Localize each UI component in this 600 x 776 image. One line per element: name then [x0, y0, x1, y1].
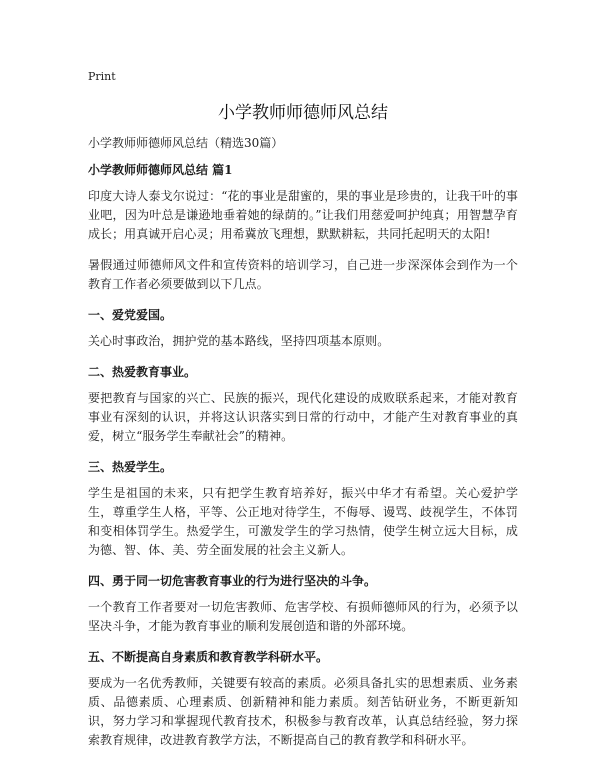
intro-paragraph: 暑假通过师德师风文件和宣传资料的培训学习，自己进一步深深体会到作为一个教育工作者必须要做到以下几点。: [88, 258, 518, 291]
document-subtitle: 小学教师师德师风总结（精选30篇）: [88, 136, 284, 150]
document-title: 小学教师师德师风总结: [218, 103, 388, 123]
point-text: 一个教育工作者要对一切危害教师、危害学校、有损师德师风的行为，必须予以坚决斗争，才能为教育事业的顺利发展创造和谐的外部环境。: [88, 600, 518, 633]
point-text: 要成为一名优秀教师，关键要有较高的素质。必须具备扎实的思想素质、业务素质、品德素质、心理素质、创新精神和能力素质。刻苦钻研业务，不断更新知识，努力学习和掌握现代教育技术，积极参与教育改革，认真总结经验，努力探索教育规律，改进教育教学方法，不断提高自己的教育教学和科研水平。: [88, 676, 518, 747]
point-heading: 二、热爱教育事业。: [88, 365, 197, 379]
point-heading: 五、不断提高自身素质和教育教学科研水平。: [88, 650, 329, 664]
section-title: 小学教师师德师风总结 篇1: [88, 163, 233, 177]
point-heading: 一、爱党爱国。: [88, 308, 173, 322]
point-text: 要把教育与国家的兴亡、民族的振兴，现代化建设的成败联系起来，才能对教育事业有深刻的认识，并将这认识落实到日常的行动中，才能产生对教育事业的真爱，树立“服务学生奉献社会”的精神。: [88, 391, 518, 443]
intro-paragraph: 印度大诗人泰戈尔说过：“花的事业是甜蜜的，果的事业是珍贵的，让我干叶的事业吧，因为叶总是谦逊地垂着她的绿荫的。”让我们用慈爱呵护纯真；用智慧孕育成长；用真诚开启心灵；用希冀放飞理想，默默耕耘，共同托起明天的太阳!: [88, 189, 518, 241]
point-heading: 三、热爱学生。: [88, 460, 173, 474]
document-page: [88, 70, 518, 762]
point-text: 关心时事政治，拥护党的基本路线，坚持四项基本原则。: [88, 334, 390, 348]
point-text: 学生是祖国的未来，只有把学生教育培养好，振兴中华才有希望。关心爱护学生，尊重学生人格，平等、公正地对待学生，不侮辱、谩骂、歧视学生，不体罚和变相体罚学生。热爱学生，可激发学生的学习热情，使学生树立远大目标，成为德、智、体、美、劳全面发展的社会主义新人。: [88, 486, 518, 557]
print-link[interactable]: Print: [88, 70, 116, 83]
point-heading: 四、勇于同一切危害教育事业的行为进行坚决的斗争。: [88, 574, 377, 588]
